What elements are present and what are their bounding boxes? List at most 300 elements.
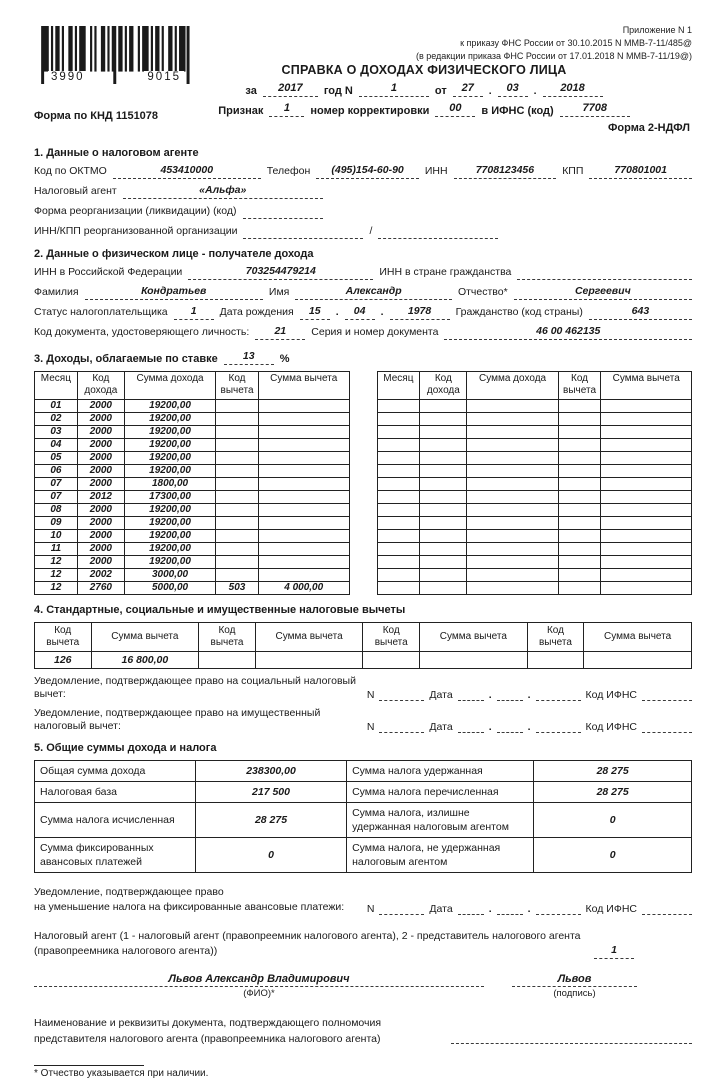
cell-month	[377, 569, 420, 582]
cell-deduction-sum	[258, 530, 349, 543]
barcode-digits-right: 9015	[144, 71, 184, 84]
cell-month: 10	[35, 530, 78, 543]
table-row	[377, 556, 692, 569]
knd-label: Форма по КНД 1151078	[34, 110, 159, 122]
cell-total-label: Сумма налога, не удержанная налоговым агентом	[347, 838, 534, 873]
patronymic-field: Сергеевич	[514, 285, 692, 300]
cell-total-label: Сумма налога исчисленная	[35, 803, 196, 838]
cell-month: 07	[35, 478, 78, 491]
section4-title: 4. Стандартные, социальные и имущественные налоговые вычеты	[34, 604, 406, 616]
citizenship-field: 643	[589, 305, 692, 320]
table-row	[35, 465, 350, 478]
cell-total-value: 0	[534, 803, 692, 838]
cell-total-label: Общая сумма дохода	[35, 761, 196, 782]
n-label: N	[366, 721, 375, 733]
patronymic-label: Отчество*	[457, 286, 508, 298]
col-deduction-code: Код вычета	[527, 623, 584, 652]
dot-separator: .	[335, 306, 339, 318]
ifns-code-field	[642, 720, 692, 733]
cell-deduction-sum	[258, 452, 349, 465]
cell-income-code	[420, 543, 467, 556]
fio-block	[34, 973, 484, 999]
cell-income-code: 2000	[77, 556, 124, 569]
notice-social-label: Уведомление, подтверждающее право на социальный налоговый вычет:	[34, 675, 356, 700]
name-field: Александр	[295, 285, 452, 300]
signature-field: Львов	[512, 973, 637, 987]
corr-label: номер корректировки	[310, 105, 430, 117]
cell-income-code	[420, 426, 467, 439]
form-name: Форма 2-НДФЛ	[608, 122, 690, 134]
surname-label: Фамилия	[34, 286, 79, 298]
deductions-header	[35, 623, 692, 652]
cell-income-code: 2000	[77, 413, 124, 426]
cell-month	[377, 556, 420, 569]
cell-total-value: 0	[195, 838, 346, 873]
signature-row	[34, 973, 692, 999]
notice-advance-line2: на уменьшение налога на фиксированные авансовые платежи:	[34, 901, 345, 913]
cell-income-code	[420, 530, 467, 543]
notice-property-row	[34, 707, 692, 733]
date-month-field	[497, 720, 523, 733]
cell-deduction-code	[216, 452, 259, 465]
appendix-line: (в редакции приказа ФНС России от 17.01.2018 N ММВ-7-11/19@)	[415, 51, 692, 62]
cell-deduction-code	[216, 569, 259, 582]
cell-income-code	[420, 413, 467, 426]
cell-deduction-code	[558, 465, 601, 478]
cell-deduction-sum	[258, 426, 349, 439]
authority-doc-line2: представителя налогового агента (правопреемника налогового агента)	[34, 1033, 381, 1045]
cell-income-sum: 19200,00	[124, 400, 215, 413]
name-label: Имя	[268, 286, 290, 298]
cell-deduction-sum	[601, 504, 692, 517]
cell-month: 09	[35, 517, 78, 530]
cell-deduction-code	[216, 530, 259, 543]
cell-month	[377, 478, 420, 491]
doc-number-field: 1	[359, 82, 429, 97]
signature-block	[512, 973, 637, 999]
cell-income-code: 2000	[77, 465, 124, 478]
table-row	[377, 504, 692, 517]
dot-separator: .	[527, 689, 531, 701]
reorg-kpp-field	[378, 226, 498, 239]
notice-fields	[367, 720, 692, 733]
cell-income-sum: 19200,00	[124, 530, 215, 543]
deductions-table	[34, 622, 692, 669]
correction-field: 00	[435, 102, 475, 117]
col-month: Месяц	[35, 372, 78, 400]
cell-income-code	[420, 400, 467, 413]
cell-deduction-sum	[601, 426, 692, 439]
table-row	[377, 530, 692, 543]
notice-fields	[367, 688, 692, 701]
cell-month	[377, 517, 420, 530]
cell-deduction-code	[558, 413, 601, 426]
cell-income-code: 2000	[77, 504, 124, 517]
cell-month	[377, 452, 420, 465]
cell-income-code	[420, 452, 467, 465]
cell-income-code	[420, 517, 467, 530]
cell-income-sum: 19200,00	[124, 543, 215, 556]
date-month-field	[497, 688, 523, 701]
cell-deduction-sum	[601, 530, 692, 543]
cell-month: 12	[35, 569, 78, 582]
barcode	[40, 26, 192, 84]
ifns-label: в ИФНС (код)	[481, 105, 554, 117]
col-deduction-code: Код вычета	[363, 623, 420, 652]
appendix-line: к приказу ФНС России от 30.10.2015 N ММВ-7-11/485@	[460, 38, 692, 49]
agent-name-row	[34, 184, 692, 199]
cell-income-code	[420, 478, 467, 491]
col-deduction-sum: Сумма вычета	[255, 623, 363, 652]
authority-doc-field	[451, 1031, 692, 1044]
n-label: N	[366, 903, 375, 915]
cell-income-sum	[467, 517, 558, 530]
cell-deduction-code	[216, 465, 259, 478]
table-row	[377, 478, 692, 491]
barcode-digits-left: 3990	[48, 71, 88, 84]
person-inn-row	[34, 265, 692, 280]
table-row	[377, 569, 692, 582]
section3-title-row	[34, 350, 692, 365]
cell-income-code: 2000	[77, 517, 124, 530]
cell-total-label: Сумма налога, излишне удержанная налоговым агентом	[347, 803, 534, 838]
cell-income-code	[420, 569, 467, 582]
col-deduction-sum: Сумма вычета	[601, 372, 692, 400]
cell-income-sum	[467, 439, 558, 452]
cell-income-sum	[467, 426, 558, 439]
col-deduction-code: Код вычета	[35, 623, 92, 652]
cell-month: 02	[35, 413, 78, 426]
cell-income-code	[420, 439, 467, 452]
cell-income-code: 2000	[77, 439, 124, 452]
cell-deduction-sum	[258, 400, 349, 413]
cell-deduction-code	[363, 652, 420, 669]
cell-deduction-code	[216, 400, 259, 413]
cell-month	[377, 543, 420, 556]
cell-deduction-code	[216, 556, 259, 569]
signature-caption: (подпись)	[553, 988, 596, 999]
cell-month	[377, 491, 420, 504]
cell-deduction-code	[216, 504, 259, 517]
cell-month	[377, 465, 420, 478]
table-row	[377, 413, 692, 426]
section2-title: 2. Данные о физическом лице - получателе дохода	[34, 248, 314, 260]
cell-month: 03	[35, 426, 78, 439]
cell-deduction-sum	[258, 556, 349, 569]
cell-income-sum	[467, 413, 558, 426]
cell-month	[377, 530, 420, 543]
cell-income-code: 2012	[77, 491, 124, 504]
cell-income-code: 2000	[77, 400, 124, 413]
cell-income-sum	[467, 478, 558, 491]
cell-income-sum	[467, 504, 558, 517]
date-day-field	[458, 902, 484, 915]
cell-income-sum: 19200,00	[124, 504, 215, 517]
table-row	[35, 504, 350, 517]
cell-income-code: 2000	[77, 543, 124, 556]
date-day-field	[458, 688, 484, 701]
birth-year-field: 1978	[390, 305, 450, 320]
cell-deduction-sum	[258, 413, 349, 426]
cell-deduction-sum	[601, 413, 692, 426]
col-month: Месяц	[377, 372, 420, 400]
cell-income-sum: 3000,00	[124, 569, 215, 582]
percent-label: %	[279, 353, 290, 365]
inn-field: 7708123456	[454, 164, 557, 179]
cell-deduction-sum	[601, 569, 692, 582]
cell-deduction-sum	[601, 478, 692, 491]
col-deduction-sum: Сумма вычета	[419, 623, 527, 652]
phone-field: (495)154-60-90	[316, 164, 419, 179]
cell-deduction-code	[558, 582, 601, 595]
birth-label: Дата рождения	[219, 306, 294, 318]
document-header	[34, 24, 692, 138]
totals-table	[34, 760, 692, 873]
table-row	[377, 439, 692, 452]
deductions-row	[35, 652, 692, 669]
section5-title: 5. Общие суммы дохода и налога	[34, 742, 217, 754]
cell-income-code: 2002	[77, 569, 124, 582]
cell-deduction-code	[527, 652, 584, 669]
dot-separator: .	[527, 721, 531, 733]
cell-deduction-sum	[601, 517, 692, 530]
za-label: за	[245, 85, 257, 97]
date-label: Дата	[429, 689, 453, 701]
cell-deduction-code	[216, 517, 259, 530]
date-year-field	[536, 720, 581, 733]
income-table-left	[34, 371, 350, 595]
cell-income-sum: 19200,00	[124, 556, 215, 569]
dot-separator: .	[527, 903, 531, 915]
doc-year-field: 2018	[543, 82, 603, 97]
priznak-line	[184, 102, 664, 117]
table-row	[35, 439, 350, 452]
citizenship-label: Гражданство (код страны)	[455, 306, 583, 318]
priznak-label: Признак	[218, 105, 264, 117]
cell-income-sum: 17300,00	[124, 491, 215, 504]
person-doc-row	[34, 325, 692, 340]
table-row	[35, 452, 350, 465]
cell-deduction-code	[216, 543, 259, 556]
cell-month: 11	[35, 543, 78, 556]
authority-doc-line1: Наименование и реквизиты документа, подтверждающего полномочия	[34, 1017, 382, 1029]
cell-deduction-sum	[258, 517, 349, 530]
oktmo-field: 453410000	[113, 164, 261, 179]
cell-month: 12	[35, 582, 78, 595]
col-deduction-sum: Сумма вычета	[584, 623, 692, 652]
cell-month: 07	[35, 491, 78, 504]
cell-deduction-code	[558, 400, 601, 413]
appendix-line: Приложение N 1	[622, 25, 692, 35]
cell-deduction-code	[558, 569, 601, 582]
cell-month: 12	[35, 556, 78, 569]
cell-month	[377, 504, 420, 517]
dot-separator: .	[488, 85, 492, 97]
cell-deduction-sum	[601, 556, 692, 569]
surname-field: Кондратьев	[85, 285, 263, 300]
cell-deduction-sum: 16 800,00	[91, 652, 199, 669]
agent-type-field: 1	[594, 944, 634, 959]
notice-social-row	[34, 675, 692, 701]
col-deduction-sum: Сумма вычета	[91, 623, 199, 652]
agent-label: Налоговый агент	[34, 185, 117, 197]
reorg-row	[34, 204, 692, 219]
status-label: Статус налогоплательщика	[34, 306, 168, 318]
kpp-field: 770801001	[589, 164, 692, 179]
notice-advance-line1: Уведомление, подтверждающее право	[34, 886, 224, 898]
cell-deduction-code: 126	[35, 652, 92, 669]
cell-deduction-code	[199, 652, 256, 669]
notice-number-field	[379, 902, 424, 915]
table-row	[35, 543, 350, 556]
title-block	[184, 63, 664, 117]
ifns-field: 7708	[560, 102, 630, 117]
cell-income-code: 2000	[77, 452, 124, 465]
col-income-code: Код дохода	[420, 372, 467, 400]
cell-income-sum	[467, 582, 558, 595]
inn-label: ИНН	[424, 165, 448, 177]
ot-label: от	[434, 85, 447, 97]
table-row	[377, 426, 692, 439]
cell-income-code	[420, 504, 467, 517]
notice-fields	[367, 902, 692, 915]
reorg-inn-field	[243, 226, 363, 239]
dot-separator: .	[488, 721, 492, 733]
cell-deduction-code	[558, 478, 601, 491]
table-row	[35, 838, 692, 873]
col-income-sum: Сумма дохода	[467, 372, 558, 400]
cell-income-sum	[467, 452, 558, 465]
cell-deduction-code	[216, 478, 259, 491]
agent-note-line2: (правопреемника налогового агента))	[34, 945, 218, 957]
col-income-code: Код дохода	[77, 372, 124, 400]
cell-income-sum: 19200,00	[124, 517, 215, 530]
cell-income-sum: 19200,00	[124, 465, 215, 478]
cell-month	[377, 582, 420, 595]
cell-income-sum	[467, 556, 558, 569]
ifns-code-label: Код ИФНС	[585, 689, 637, 701]
cell-income-code	[420, 465, 467, 478]
cell-month	[377, 413, 420, 426]
date-label: Дата	[429, 721, 453, 733]
kpp-label: КПП	[562, 165, 584, 177]
cell-deduction-code	[216, 426, 259, 439]
doc-month-field: 03	[498, 82, 528, 97]
cell-deduction-sum	[601, 439, 692, 452]
cell-month: 08	[35, 504, 78, 517]
cell-deduction-code	[216, 413, 259, 426]
reorg-label: Форма реорганизации (ликвидации) (код)	[34, 205, 237, 217]
table-row	[377, 491, 692, 504]
year-field: 2017	[263, 82, 318, 97]
date-year-field	[536, 688, 581, 701]
table-row	[35, 491, 350, 504]
cell-deduction-sum	[258, 439, 349, 452]
authority-doc-row	[34, 1015, 692, 1047]
doc-number-label: Серия и номер документа	[311, 326, 439, 338]
cell-income-sum: 19200,00	[124, 452, 215, 465]
cell-month: 04	[35, 439, 78, 452]
cell-month	[377, 426, 420, 439]
date-day-field	[458, 720, 484, 733]
cell-deduction-code	[558, 491, 601, 504]
section1-title: 1. Данные о налоговом агенте	[34, 147, 199, 159]
document-title: СПРАВКА О ДОХОДАХ ФИЗИЧЕСКОГО ЛИЦА	[281, 63, 567, 77]
cell-income-code: 2000	[77, 530, 124, 543]
notice-advance-row	[34, 885, 692, 915]
income-table-header	[377, 372, 692, 400]
cell-deduction-code	[558, 439, 601, 452]
table-row	[377, 465, 692, 478]
cell-month: 01	[35, 400, 78, 413]
col-deduction-sum: Сумма вычета	[258, 372, 349, 400]
person-name-row	[34, 285, 692, 300]
inn-foreign-field	[517, 267, 692, 280]
cell-deduction-sum: 4 000,00	[258, 582, 349, 595]
cell-month: 06	[35, 465, 78, 478]
notice-property-label: Уведомление, подтверждающее право на имущественный налоговый вычет:	[34, 707, 321, 732]
date-year-field	[536, 902, 581, 915]
priznak-field: 1	[269, 102, 304, 117]
cell-total-label: Сумма налога удержанная	[347, 761, 534, 782]
cell-income-sum	[467, 465, 558, 478]
cell-deduction-code	[558, 556, 601, 569]
agent-name-field: «Альфа»	[123, 184, 323, 199]
cell-month	[377, 400, 420, 413]
cell-total-value: 28 275	[195, 803, 346, 838]
dot-separator: .	[488, 903, 492, 915]
doc-day-field: 27	[453, 82, 483, 97]
dot-separator: .	[533, 85, 537, 97]
appendix-note	[416, 24, 692, 63]
dot-separator: .	[488, 689, 492, 701]
cell-total-value: 28 275	[534, 782, 692, 803]
cell-income-sum	[467, 543, 558, 556]
cell-deduction-code	[558, 517, 601, 530]
inn-rf-field: 703254479214	[188, 265, 373, 280]
cell-total-value: 0	[534, 838, 692, 873]
cell-deduction-code: 503	[216, 582, 259, 595]
cell-deduction-sum	[258, 543, 349, 556]
cell-deduction-sum	[601, 465, 692, 478]
section3-title: 3. Доходы, облагаемые по ставке	[34, 353, 218, 365]
col-deduction-code: Код вычета	[199, 623, 256, 652]
inn-foreign-label: ИНН в стране гражданства	[379, 266, 512, 278]
cell-deduction-code	[558, 452, 601, 465]
col-deduction-code: Код вычета	[558, 372, 601, 400]
ifns-code-field	[642, 902, 692, 915]
table-row	[35, 569, 350, 582]
agent-codes-row	[34, 164, 692, 179]
notice-advance-label	[34, 885, 367, 915]
person-status-row	[34, 305, 692, 320]
cell-income-sum: 19200,00	[124, 426, 215, 439]
cell-income-sum: 19200,00	[124, 413, 215, 426]
god-n-label: год N	[323, 85, 353, 97]
ifns-code-field	[642, 688, 692, 701]
reorg-code-field	[243, 206, 323, 219]
phone-label: Телефон	[266, 165, 311, 177]
table-row	[35, 530, 350, 543]
barcode-digits	[48, 71, 184, 84]
slash-separator: /	[369, 225, 373, 237]
date-month-field	[497, 902, 523, 915]
table-row	[377, 543, 692, 556]
cell-deduction-sum	[258, 491, 349, 504]
agent-type-note	[34, 929, 692, 959]
cell-income-sum	[467, 569, 558, 582]
cell-deduction-code	[558, 504, 601, 517]
